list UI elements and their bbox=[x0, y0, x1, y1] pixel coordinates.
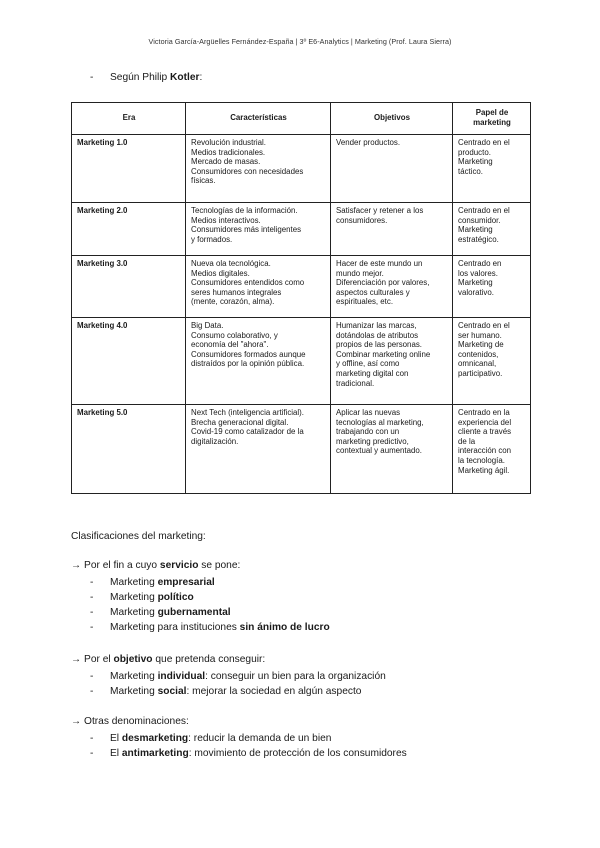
cell-papel-line: contenidos, bbox=[458, 349, 499, 359]
cell-papel-line: omnicanal, bbox=[458, 359, 497, 369]
list-item-part: : movimiento de protección de los consumidores bbox=[188, 748, 407, 759]
cell-papel-line: Centrado en el bbox=[458, 321, 510, 330]
list-item-part: Marketing bbox=[110, 686, 158, 697]
bullet-dash: - bbox=[90, 748, 94, 759]
group-title-part: servicio bbox=[159, 560, 199, 571]
bullet-dash: - bbox=[90, 671, 94, 682]
cell-caracteristicas-line: distraídos por la opinión pública. bbox=[191, 359, 305, 369]
cell-era: Marketing 4.0 bbox=[72, 318, 186, 405]
cell-papel bbox=[453, 135, 531, 203]
cell-objetivos bbox=[331, 135, 453, 203]
cell-objetivos-line: marketing digital con bbox=[336, 368, 409, 378]
intro-author: Kotler bbox=[170, 72, 200, 83]
cell-caracteristicas-line: seres humanos integrales bbox=[191, 287, 282, 297]
cell-papel-line: ser humano. bbox=[458, 330, 502, 340]
cell-era: Marketing 1.0 bbox=[72, 135, 186, 203]
cell-era: Marketing 3.0 bbox=[72, 256, 186, 318]
list-item-part: gubernamental bbox=[157, 607, 231, 618]
cell-caracteristicas-line: digitalización. bbox=[191, 436, 239, 446]
cell-objetivos bbox=[331, 405, 453, 494]
table-row bbox=[72, 256, 531, 318]
cell-caracteristicas-line: Medios tradicionales. bbox=[191, 147, 266, 157]
cell-caracteristicas-line: Consumidores más inteligentes bbox=[191, 225, 302, 235]
cell-papel-line: experiencia del bbox=[458, 417, 512, 427]
cell-objetivos-line: mundo mejor. bbox=[336, 268, 384, 278]
intro-text: Según Philip bbox=[110, 72, 171, 83]
list-item-part: empresarial bbox=[157, 577, 215, 588]
cell-objetivos bbox=[331, 318, 453, 405]
cell-caracteristicas bbox=[186, 135, 331, 203]
list-item bbox=[90, 684, 386, 699]
cell-papel bbox=[453, 318, 531, 405]
cell-papel-line: de la bbox=[458, 436, 476, 446]
cell-caracteristicas-line: Mercado de masas. bbox=[191, 157, 261, 167]
cell-caracteristicas-line: Consumidores entendidos como bbox=[191, 278, 305, 288]
clasificaciones-title: Clasificaciones del marketing: bbox=[71, 531, 206, 542]
page-header: Victoria García-Argüelles Fernández-España | 3º E6-Analytics | Marketing (Prof. Laura Sierra) bbox=[148, 37, 452, 46]
bullet-dash: - bbox=[90, 622, 94, 633]
cell-papel-line: cliente a través bbox=[458, 427, 512, 437]
list-item-part: : mejorar la sociedad en algún aspecto bbox=[186, 686, 362, 697]
cell-papel-line: consumidor. bbox=[458, 215, 501, 225]
table-row bbox=[72, 135, 531, 203]
cell-papel-line: táctico. bbox=[458, 166, 483, 176]
cell-papel-line: Centrado en la bbox=[458, 408, 510, 417]
cell-caracteristicas-line: economía del "ahora". bbox=[191, 340, 269, 350]
cell-objetivos-line: Aplicar las nuevas bbox=[336, 408, 401, 417]
cell-caracteristicas bbox=[186, 405, 331, 494]
cell-objetivos-line: Satisfacer y retener a los bbox=[336, 206, 424, 215]
cell-caracteristicas-line: Covid-19 como catalizador de la bbox=[191, 427, 304, 437]
cell-papel-line: Marketing de bbox=[458, 340, 504, 350]
cell-caracteristicas-line: físicas. bbox=[191, 176, 216, 186]
cell-objetivos-line: trabajando con un bbox=[336, 427, 400, 437]
list-item bbox=[90, 669, 386, 684]
cell-caracteristicas-line: Revolución industrial. bbox=[191, 138, 266, 147]
cell-caracteristicas-line: (mente, corazón, alma). bbox=[191, 297, 275, 307]
group-title-part: se pone: bbox=[198, 560, 241, 571]
intro-line bbox=[90, 72, 202, 83]
cell-objetivos-line: tecnologías al marketing, bbox=[336, 417, 424, 427]
cell-objetivos-line: y offline, así como bbox=[336, 359, 400, 369]
bullet-dash: - bbox=[90, 607, 94, 618]
cell-objetivos-line: espirituales, etc. bbox=[336, 297, 394, 307]
cell-caracteristicas bbox=[186, 318, 331, 405]
list-item-part: Marketing bbox=[110, 577, 158, 588]
cell-caracteristicas-line: Big Data. bbox=[191, 321, 224, 330]
cell-era: Marketing 5.0 bbox=[72, 405, 186, 494]
cell-objetivos bbox=[331, 203, 453, 256]
cell-era: Marketing 2.0 bbox=[72, 203, 186, 256]
list-item bbox=[90, 575, 330, 590]
intro-suffix: : bbox=[199, 72, 203, 83]
list-item-part: sin ánimo de lucro bbox=[239, 622, 330, 633]
list-item-part: Marketing bbox=[110, 592, 158, 603]
cell-papel-line: los valores. bbox=[458, 268, 498, 278]
cell-objetivos-line: propios de las personas. bbox=[336, 340, 422, 350]
cell-caracteristicas-line: Next Tech (inteligencia artificial). bbox=[191, 408, 304, 417]
table-header-objetivos: Objetivos bbox=[331, 103, 453, 135]
group-title-part: → Por el fin a cuyo bbox=[71, 560, 160, 571]
cell-papel-line: Marketing bbox=[458, 157, 493, 167]
cell-papel-line: Centrado en el bbox=[458, 206, 510, 215]
list-item-part: antimarketing bbox=[121, 748, 189, 759]
table-row bbox=[72, 318, 531, 405]
cell-caracteristicas bbox=[186, 203, 331, 256]
cell-caracteristicas-line: Consumo colaborativo, y bbox=[191, 330, 278, 340]
cell-papel-line: participativo. bbox=[458, 368, 503, 378]
cell-objetivos-line: aspectos culturales y bbox=[336, 287, 410, 297]
table-row bbox=[72, 405, 531, 494]
classification-list bbox=[90, 731, 407, 761]
cell-objetivos-line: Hacer de este mundo un bbox=[336, 259, 423, 268]
cell-caracteristicas-line: Medios digitales. bbox=[191, 268, 250, 278]
cell-papel-line: valorativo. bbox=[458, 287, 494, 297]
list-item bbox=[90, 731, 407, 746]
cell-papel-line: estratégico. bbox=[458, 234, 499, 244]
cell-papel-line: Marketing ágil. bbox=[458, 465, 510, 475]
list-item-part: El bbox=[110, 733, 122, 744]
group-title-part: → Por el bbox=[71, 654, 114, 665]
cell-papel bbox=[453, 203, 531, 256]
classification-group-title bbox=[71, 654, 265, 665]
cell-objetivos-line: Vender productos. bbox=[336, 138, 401, 147]
table-header-papel: Papel de marketing bbox=[453, 103, 531, 135]
cell-caracteristicas-line: Consumidores formados aunque bbox=[191, 349, 306, 359]
list-item bbox=[90, 590, 330, 605]
cell-papel-line: Centrado en bbox=[458, 259, 502, 268]
bullet-dash: - bbox=[90, 733, 94, 744]
cell-caracteristicas-line: Tecnologías de la información. bbox=[191, 206, 298, 215]
bullet-dash: - bbox=[90, 592, 94, 603]
bullet-dash: - bbox=[90, 577, 94, 588]
cell-papel-line: producto. bbox=[458, 147, 491, 157]
list-item-part: político bbox=[157, 592, 194, 603]
list-item-part: Marketing para instituciones bbox=[110, 622, 240, 633]
bullet-dash: - bbox=[90, 72, 94, 83]
cell-objetivos-line: Diferenciación por valores, bbox=[336, 278, 430, 288]
bullet-dash: - bbox=[90, 686, 94, 697]
list-item-part: : conseguir un bien para la organización bbox=[205, 671, 386, 682]
cell-papel-line: Marketing bbox=[458, 225, 493, 235]
classification-group-title bbox=[71, 560, 240, 571]
list-item-part: individual bbox=[157, 671, 206, 682]
cell-papel bbox=[453, 405, 531, 494]
cell-objetivos-line: tradicional. bbox=[336, 378, 375, 388]
classification-group-title bbox=[71, 716, 189, 727]
cell-caracteristicas-line: Medios interactivos. bbox=[191, 215, 261, 225]
classification-list bbox=[90, 575, 330, 635]
classification-list bbox=[90, 669, 386, 699]
list-item-part: Marketing bbox=[110, 671, 158, 682]
table-header-caracteristicas: Características bbox=[186, 103, 331, 135]
cell-papel-line: la tecnología. bbox=[458, 455, 505, 465]
cell-objetivos-line: dotándolas de atributos bbox=[336, 330, 419, 340]
group-title-part: que pretenda conseguir: bbox=[152, 654, 266, 665]
cell-objetivos bbox=[331, 256, 453, 318]
cell-papel-line: Centrado en el bbox=[458, 138, 510, 147]
table-row bbox=[72, 203, 531, 256]
cell-papel-line: interacción con bbox=[458, 446, 512, 456]
cell-caracteristicas-line: Consumidores con necesidades bbox=[191, 166, 304, 176]
list-item bbox=[90, 605, 330, 620]
cell-objetivos-line: Combinar marketing online bbox=[336, 349, 431, 359]
list-item-part: Marketing bbox=[110, 607, 158, 618]
cell-objetivos-line: consumidores. bbox=[336, 215, 388, 225]
list-item bbox=[90, 746, 407, 761]
kotler-eras-table bbox=[71, 102, 531, 494]
list-item-part: desmarketing bbox=[121, 733, 189, 744]
list-item-part: social bbox=[157, 686, 187, 697]
cell-caracteristicas bbox=[186, 256, 331, 318]
list-item-part: : reducir la demanda de un bien bbox=[188, 733, 332, 744]
cell-caracteristicas-line: y formados. bbox=[191, 234, 233, 244]
list-item bbox=[90, 620, 330, 635]
cell-objetivos-line: contextual y aumentado. bbox=[336, 446, 422, 456]
group-title-part: → Otras denominaciones: bbox=[71, 716, 189, 727]
cell-objetivos-line: marketing predictivo, bbox=[336, 436, 409, 446]
cell-objetivos-line: Humanizar las marcas, bbox=[336, 321, 417, 330]
list-item-part: El bbox=[110, 748, 122, 759]
cell-caracteristicas-line: Brecha generacional digital. bbox=[191, 417, 289, 427]
group-title-part: objetivo bbox=[113, 654, 153, 665]
cell-papel bbox=[453, 256, 531, 318]
table-header-era: Era bbox=[72, 103, 186, 135]
cell-papel-line: Marketing bbox=[458, 278, 493, 288]
cell-caracteristicas-line: Nueva ola tecnológica. bbox=[191, 259, 271, 268]
